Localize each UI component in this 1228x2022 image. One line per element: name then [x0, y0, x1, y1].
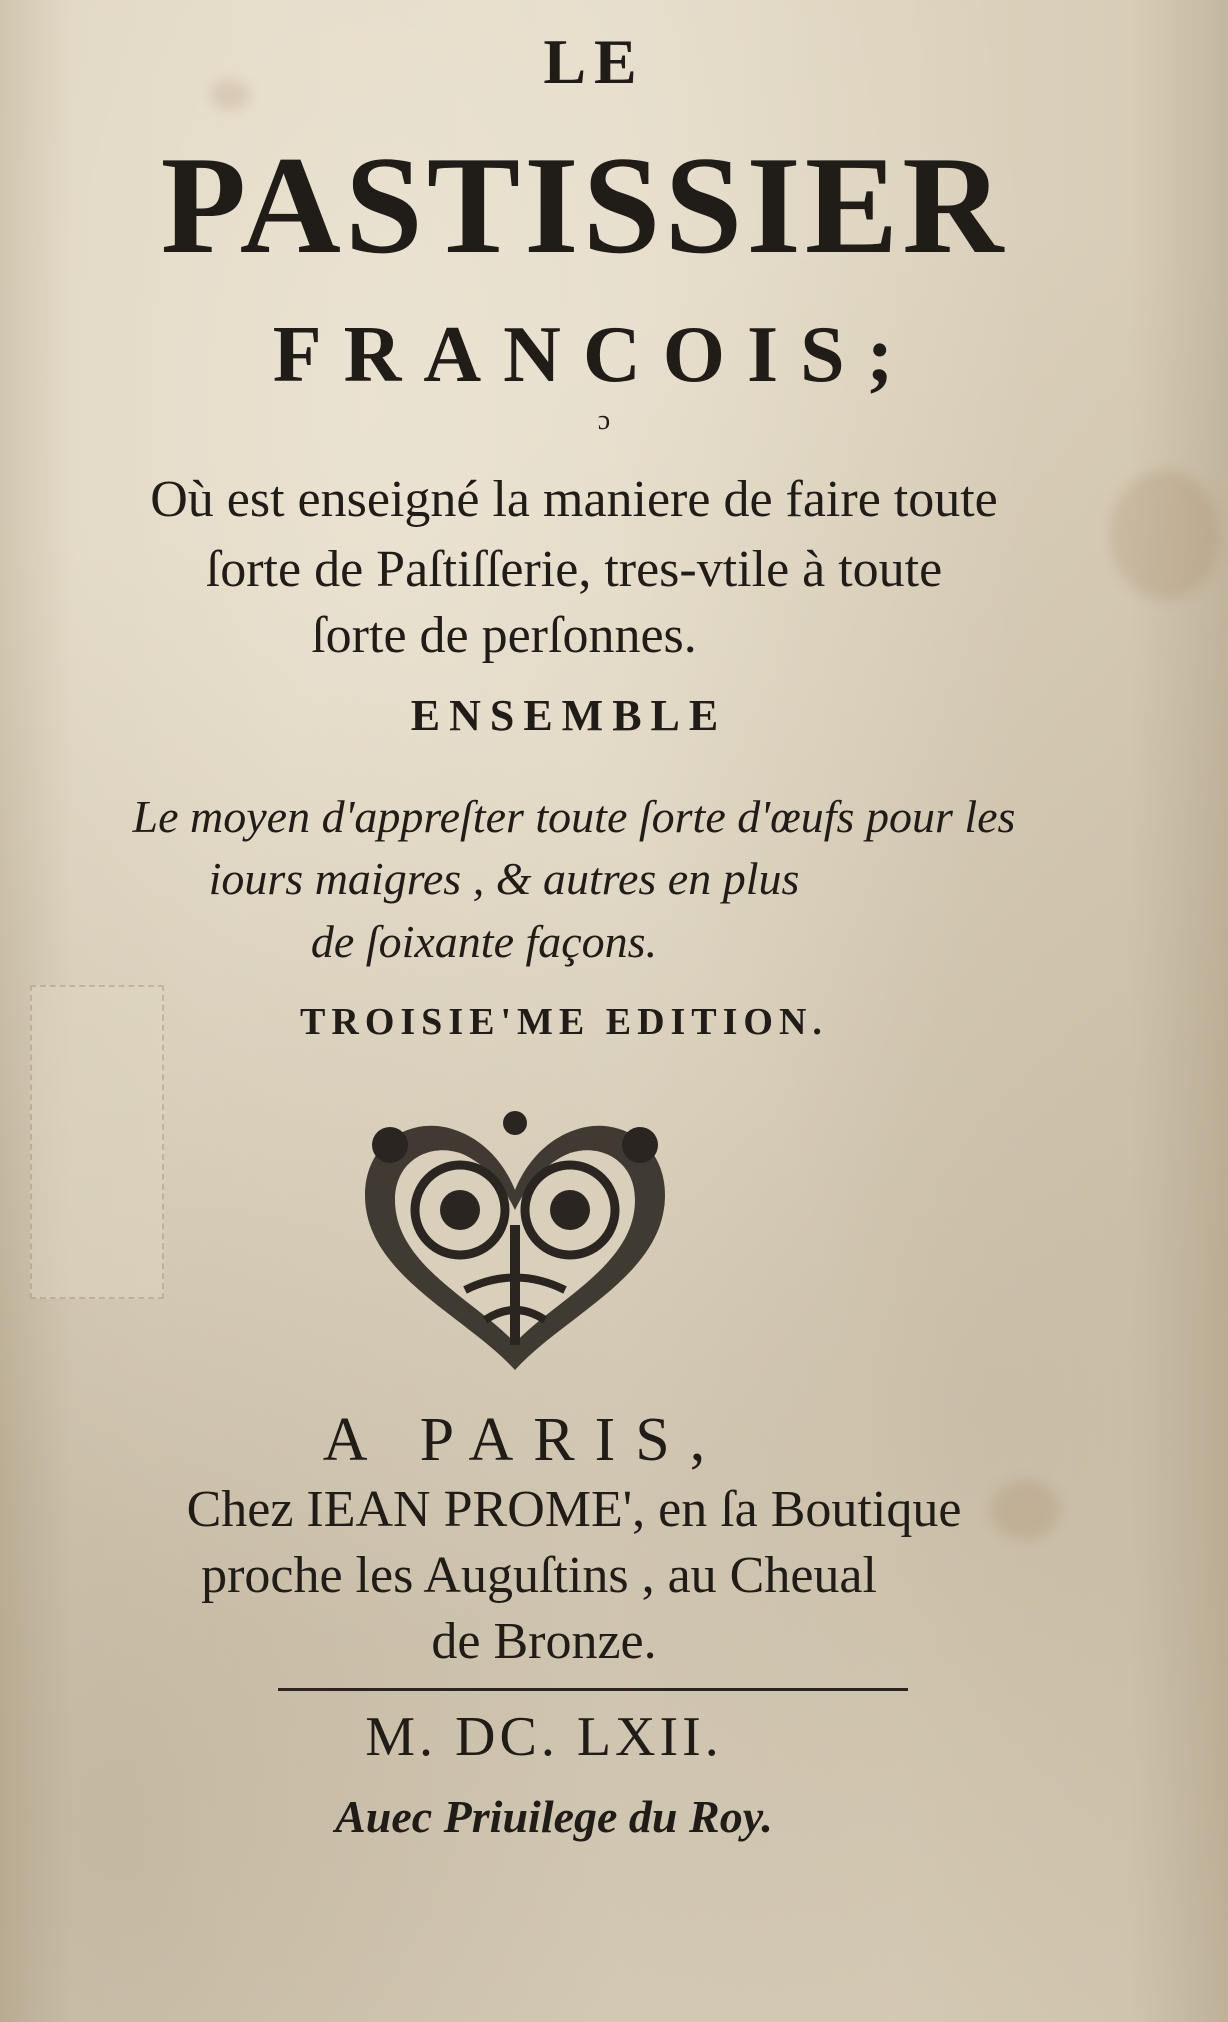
title-le: LE — [543, 26, 645, 97]
publication-date: M. DC. LXII. — [365, 1706, 723, 1768]
imprint-city: A PARIS, — [322, 1406, 726, 1474]
description-line-1: Où est enseigné la maniere de faire toute — [150, 471, 998, 528]
divider-rule — [278, 1688, 908, 1691]
ensemble-heading: ENSEMBLE — [410, 691, 728, 740]
title-pastissier: PASTISSIER — [160, 128, 1008, 283]
description-line-3: ſorte de perſonnes. — [311, 607, 697, 664]
royal-privilege: Auec Priuilege du Roy. — [335, 1791, 773, 1842]
description-line-2: ſorte de Paſtiſſerie, tres-vtile à toute — [205, 541, 943, 598]
title-francois: FRANCOIS; — [272, 311, 916, 399]
italic-description-line-3: de ſoixante façons. — [310, 916, 658, 967]
italic-description-line-2: iours maigres , & autres en plus — [208, 853, 800, 904]
imprint-line-2: proche les Auguſtins , au Cheual — [201, 1547, 877, 1604]
imprint-line-3: de Bronze. — [431, 1613, 657, 1670]
italic-description-line-1: Le moyen d'appreſter toute ſorte d'œufs pour les — [132, 791, 1016, 842]
imprint-line-1: Chez IEAN PROME', en ſa Boutique — [186, 1481, 962, 1538]
edition-label: TROISIE'ME EDITION. — [300, 1001, 828, 1043]
heart-ornament-icon — [345, 1105, 685, 1375]
small-printer-mark: ɔ — [597, 405, 611, 436]
